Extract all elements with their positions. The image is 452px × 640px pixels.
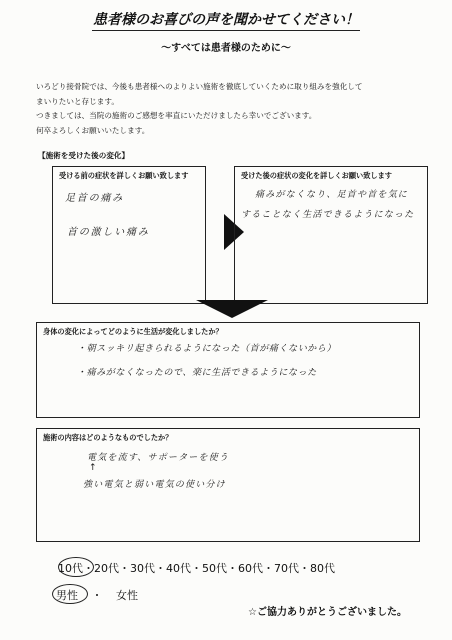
gender-female: 女性	[116, 589, 138, 602]
before-box	[52, 166, 206, 304]
intro-line: 何卒よろしくお願いいたします。	[36, 125, 150, 135]
life-change-answer-1: ・朝スッキリ起きられるようになった（首が痛くないから）	[77, 344, 337, 354]
life-change-box	[36, 322, 420, 418]
page-subtitle: ～すべては患者様のために～	[161, 43, 291, 54]
before-label: 受ける前の症状を詳しくお願い致します	[59, 171, 189, 180]
treatment-label: 施術の内容はどのようなものでしたか？	[43, 433, 173, 442]
page-title: 患者様のお喜びの声を聞かせてください！	[93, 12, 359, 28]
treatment-answer-1: 電気を流す、サポーターを使う	[87, 453, 230, 463]
intro-line: いろどり接骨院では、今後も患者様へのよりよい施術を徹底していくために取り組みを強化して	[36, 82, 363, 91]
life-change-label: 身体の変化によってどのように生活が変化しましたか？	[43, 327, 223, 336]
intro-line: まいりたいと存じます。	[36, 96, 119, 106]
intro-line: つきましては、当院の施術のご感想を率直にいただけましたら幸いでございます。	[36, 111, 317, 121]
thanks-message: ☆ご協力ありがとうございました。	[248, 607, 407, 618]
before-answer-2: 首の激しい痛み	[67, 227, 150, 238]
treatment-arrow: ↑	[89, 463, 98, 473]
intro-text	[36, 80, 416, 138]
gender-options	[56, 587, 138, 603]
after-box	[234, 166, 428, 304]
title-underline	[92, 30, 360, 31]
treatment-box	[36, 428, 420, 542]
life-change-answer-2: ・痛みがなくなったので、楽に生活できるようになった	[77, 368, 317, 378]
gender-separator: ・	[91, 589, 103, 602]
after-answer-2: することなく生活できるようになった	[241, 210, 415, 220]
section-label: 【施術を受けた後の変化】	[38, 151, 130, 160]
before-answer-1: 足首の痛み	[65, 193, 124, 204]
arrow-down-icon	[194, 298, 270, 320]
after-label: 受けた後の症状の変化を詳しくお願い致します	[241, 171, 392, 180]
gender-male: 男性	[56, 589, 78, 602]
after-answer-1: 痛みがなくなり、足首や首を気に	[255, 190, 409, 200]
treatment-answer-2: 強い電気と弱い電気の使い分け	[83, 480, 226, 490]
age-options: 10代・20代・30代・40代・50代・60代・70代・80代	[58, 562, 335, 575]
